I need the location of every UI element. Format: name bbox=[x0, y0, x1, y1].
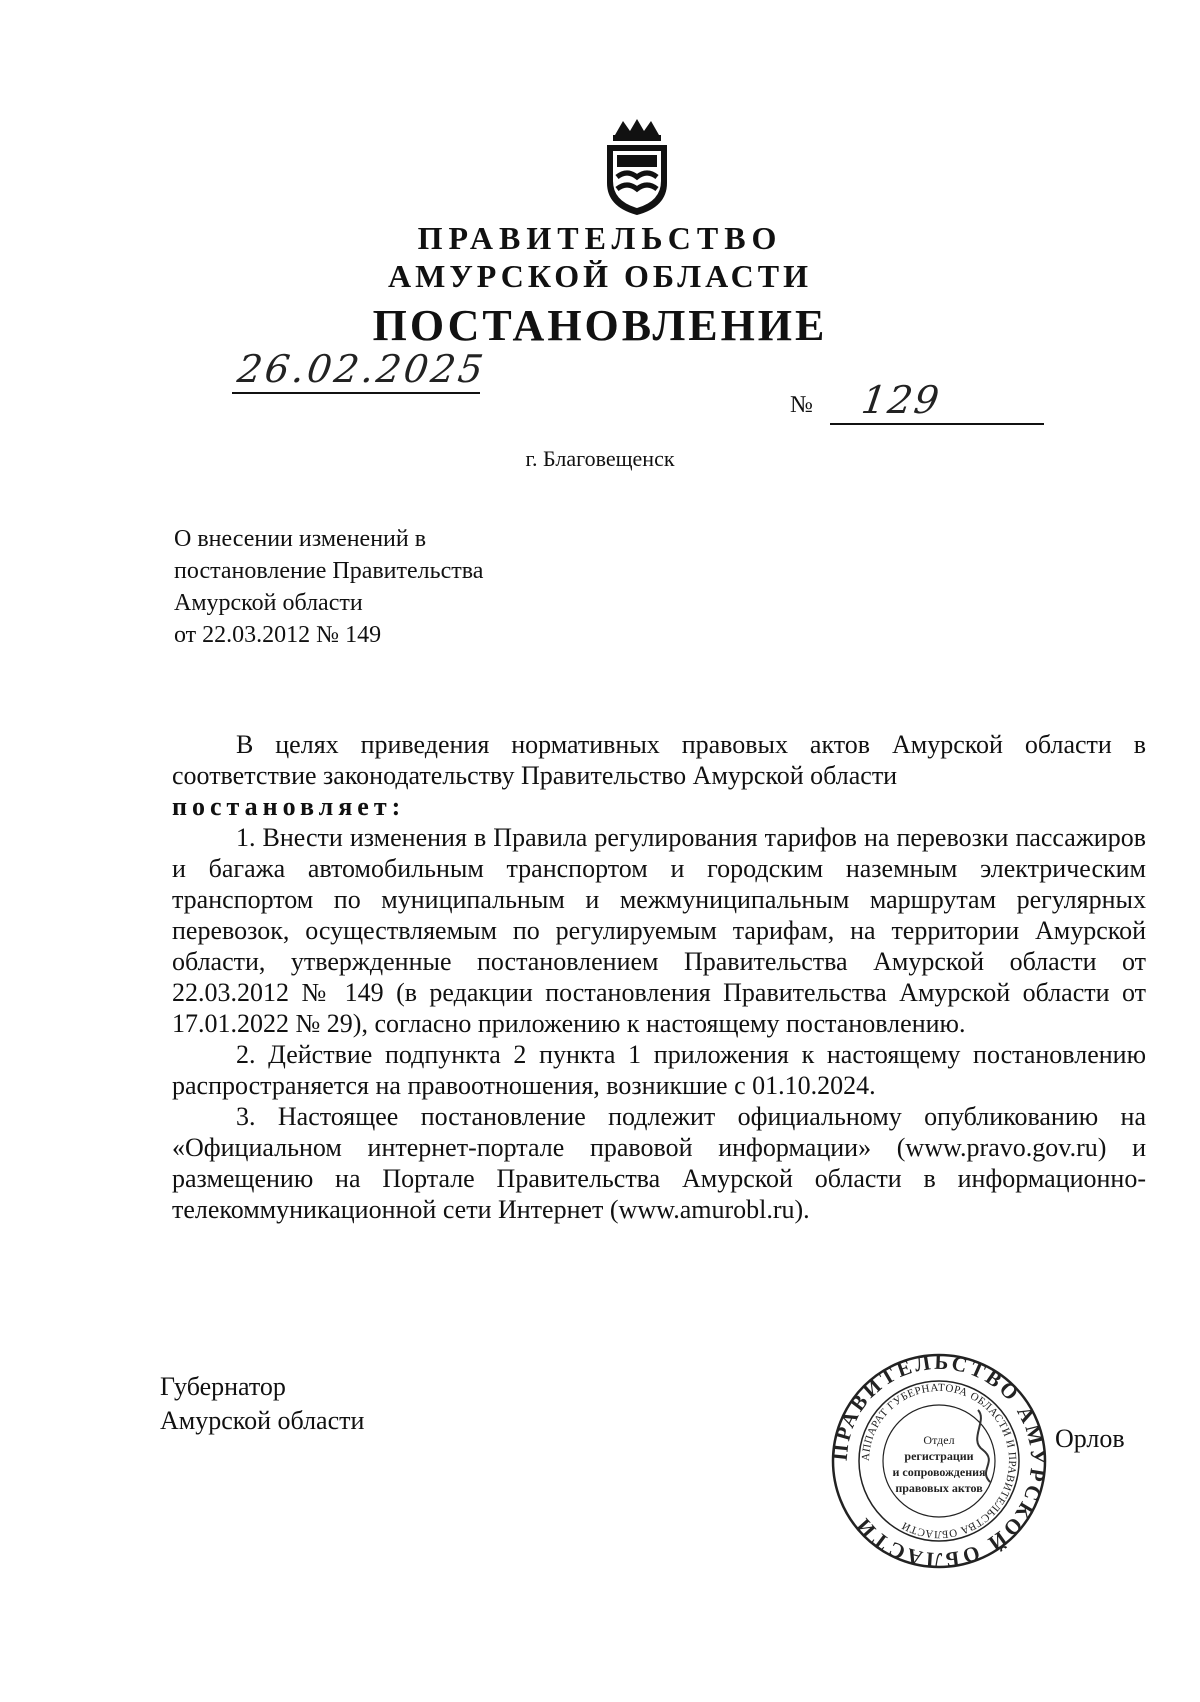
org-name-line2: АМУРСКОЙ ОБЛАСТИ bbox=[388, 258, 812, 294]
subject-line: от 22.03.2012 № 149 bbox=[174, 622, 382, 648]
stamp-center-line: регистрации bbox=[904, 1449, 974, 1463]
signatory-title-line1: Губернатор bbox=[160, 1372, 286, 1401]
document-body bbox=[172, 729, 1146, 1225]
handwritten-number: 129 bbox=[858, 378, 944, 422]
stamp-inner-ring-text: АППАРАТ ГУБЕРНАТОРА ОБЛАСТИ И ПРАВИТЕЛЬСТВА ОБЛАСТИ bbox=[859, 1381, 1019, 1541]
date-underline bbox=[232, 392, 480, 394]
org-name-line1: ПРАВИТЕЛЬСТВО bbox=[417, 220, 783, 256]
stamp-outer-text: ПРАВИТЕЛЬСТВО АМУРСКОЙ ОБЛАСТИ bbox=[828, 1350, 1050, 1572]
subject-line: О внесении изменений в bbox=[174, 526, 427, 552]
coat-of-arms-icon bbox=[597, 117, 677, 217]
decree-word: постановляет: bbox=[172, 792, 406, 821]
signatory-title bbox=[160, 1370, 364, 1438]
city-name: г. Благовещенск bbox=[525, 446, 675, 471]
official-stamp bbox=[828, 1350, 1050, 1572]
stamp-center-line: правовых актов bbox=[895, 1481, 983, 1495]
stamp-center-line: Отдел bbox=[923, 1433, 955, 1447]
item-1-paragraph: 1. Внести изменения в Правила регулирования тарифов на перевозки пассажиров и багажа автомобильным транспортом и городским наземным электрическим транспортом по муниципальным и межмуниципальным маршрутам регулярных перевозок, осуществляемым по регулируемым тарифам, на территории Амурской области, утвержденные постановлением Правительства Амурской области от 22.03.2012 № 149 (в редакции постановления Правительства Амурской области от 17.01.2022 № 29), согласно приложению к настоящему постановлению. bbox=[172, 823, 1146, 1038]
number-sign: № bbox=[790, 392, 813, 418]
subject-line: постановление Правительства bbox=[174, 558, 484, 584]
item-3-paragraph: 3. Настоящее постановление подлежит официальному опубликованию на «Официальном интернет-портале правовой информации» (www.pravo.gov.ru) и размещению на Портале Правительства Амурской области в информационно-телекоммуникационной сети Интернет (www.amurobl.ru). bbox=[172, 1102, 1146, 1224]
subject-line: Амурской области bbox=[174, 590, 363, 616]
handwritten-date: 26.02.2025 bbox=[234, 347, 489, 391]
signatory-title-line2: Амурской области bbox=[160, 1406, 365, 1435]
signatory-name: Орлов bbox=[1055, 1424, 1125, 1453]
number-underline bbox=[830, 423, 1044, 425]
stamp-center-line: и сопровождения bbox=[892, 1465, 986, 1479]
item-2-paragraph: 2. Действие подпункта 2 пункта 1 приложения к настоящему постановлению распространяется на правоотношения, возникшие с 01.10.2024. bbox=[172, 1040, 1146, 1100]
preamble-paragraph: В целях приведения нормативных правовых актов Амурской области в соответствие законодательству Правительство Амурской области bbox=[172, 730, 1146, 790]
document-type: ПОСТАНОВЛЕНИЕ bbox=[372, 301, 828, 350]
document-subject bbox=[174, 523, 594, 651]
